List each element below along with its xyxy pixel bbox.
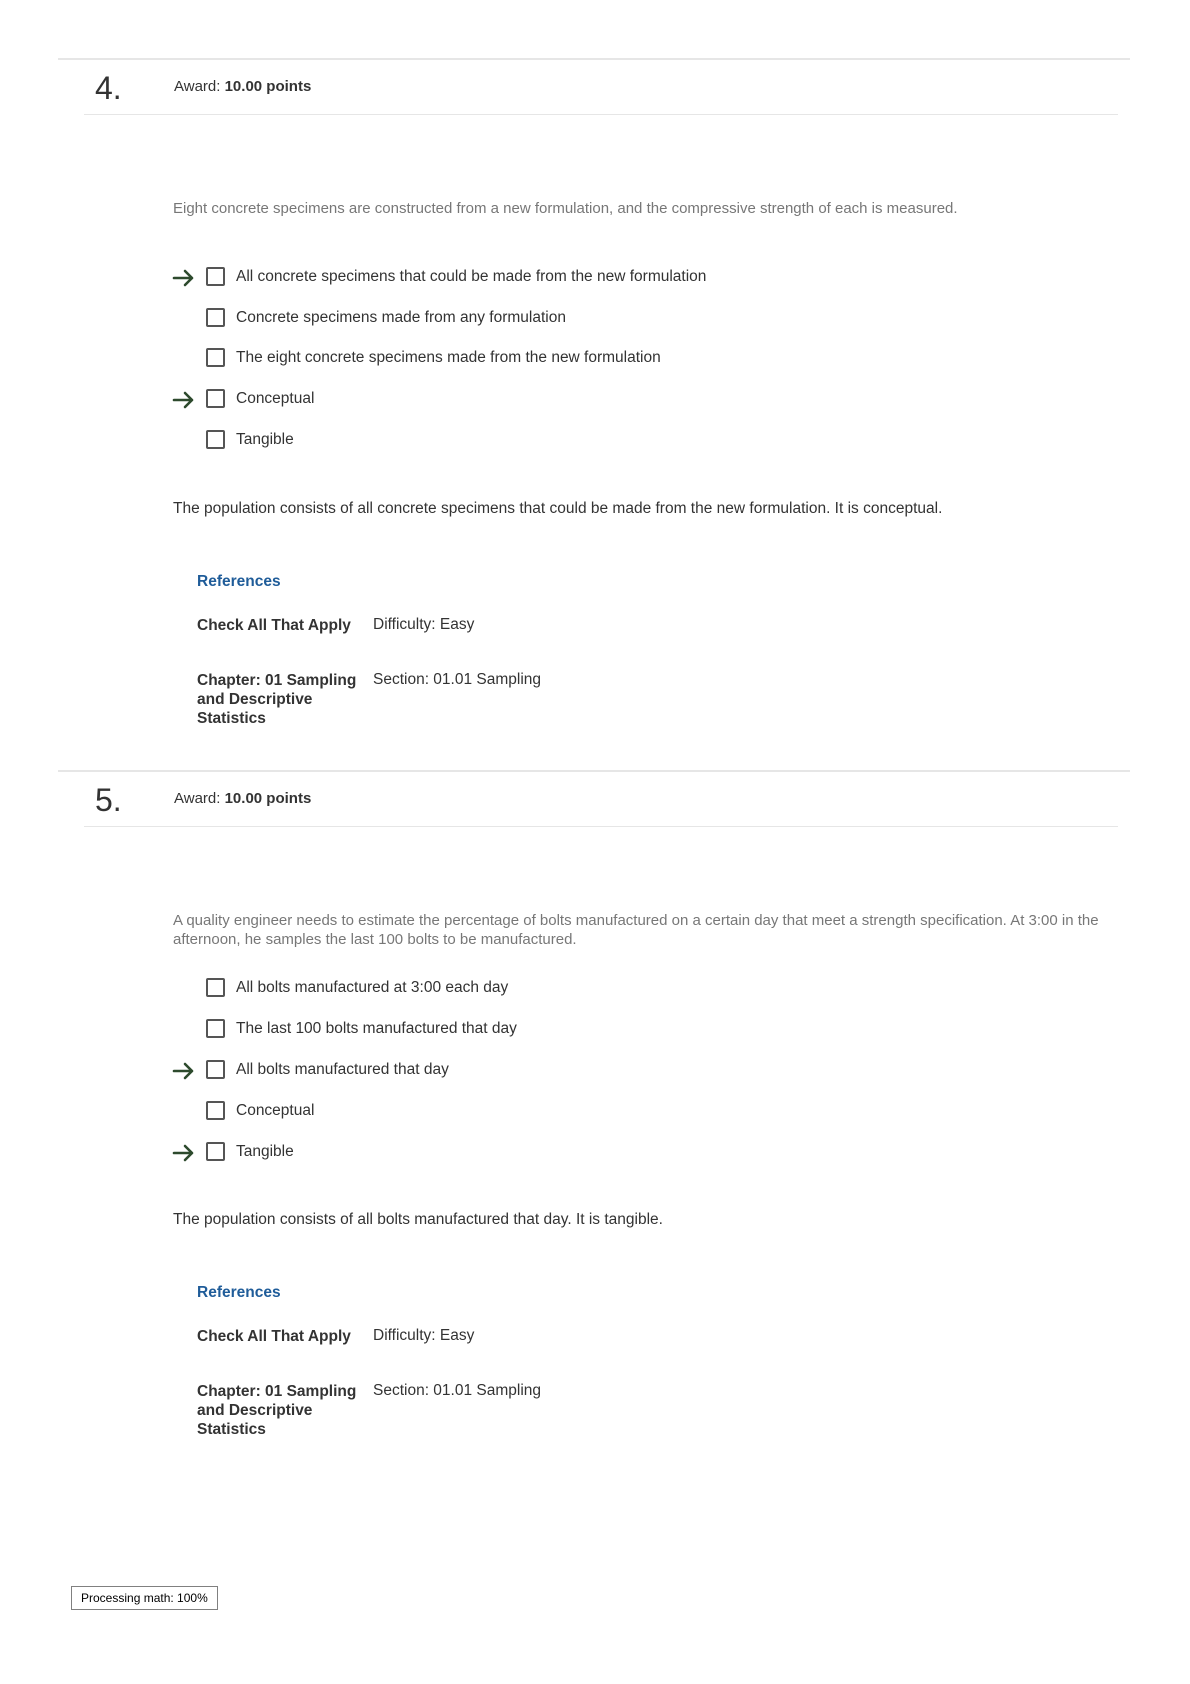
award-prefix: Award: [174, 790, 221, 807]
question-divider [58, 770, 1130, 772]
header-divider [84, 114, 1118, 115]
right-arrow-icon [172, 1143, 196, 1163]
ref-difficulty: Difficulty: Easy [373, 1327, 475, 1344]
option-label: The eight concrete specimens made from the new formulation [236, 349, 661, 366]
checkbox-icon[interactable] [206, 430, 225, 449]
checkbox-icon[interactable] [206, 308, 225, 327]
option-label: All bolts manufactured at 3:00 each day [236, 979, 509, 996]
checkbox-icon[interactable] [206, 1060, 225, 1079]
checkbox-icon[interactable] [206, 267, 225, 286]
question-5 [0, 770, 1190, 1470]
option-label: Tangible [236, 431, 294, 448]
right-arrow-icon [172, 268, 196, 288]
option-label: All bolts manufactured that day [236, 1061, 449, 1078]
question-divider [58, 58, 1130, 60]
checkbox-icon[interactable] [206, 389, 225, 408]
explanation: The population consists of all bolts manufactured that day. It is tangible. [173, 1211, 663, 1228]
question-4 [0, 58, 1190, 773]
references-title[interactable]: References [197, 573, 281, 590]
ref-chapter: Chapter: 01 Sampling and Descriptive Statistics [197, 672, 357, 727]
ref-type: Check All That Apply [197, 1328, 351, 1345]
award [174, 790, 311, 807]
checkbox-icon[interactable] [206, 978, 225, 997]
award-prefix: Award: [174, 78, 221, 95]
checkbox-icon[interactable] [206, 1019, 225, 1038]
question-prompt: A quality engineer needs to estimate the percentage of bolts manufactured on a certain day that meet a strength specification. At 3:00 in the afternoon, he samples the last 100 bolts to be manufactured. [173, 912, 1099, 948]
award-points: 10.00 points [224, 78, 312, 95]
ref-section: Section: 01.01 Sampling [373, 671, 542, 688]
option-label: Conceptual [236, 390, 315, 407]
ref-difficulty: Difficulty: Easy [373, 616, 475, 633]
checkbox-icon[interactable] [206, 1101, 225, 1120]
option-label: Concrete specimens made from any formulation [236, 309, 566, 326]
right-arrow-icon [172, 390, 196, 410]
award [174, 78, 311, 95]
checkbox-icon[interactable] [206, 1142, 225, 1161]
ref-section: Section: 01.01 Sampling [373, 1382, 542, 1399]
ref-chapter: Chapter: 01 Sampling and Descriptive Statistics [197, 1383, 357, 1438]
award-points: 10.00 points [224, 790, 312, 807]
explanation: The population consists of all concrete specimens that could be made from the new formulation. It is conceptual. [173, 500, 943, 517]
checkbox-icon[interactable] [206, 348, 225, 367]
ref-type: Check All That Apply [197, 617, 351, 634]
processing-math-status: Processing math: 100% [71, 1586, 218, 1610]
references-title[interactable]: References [197, 1284, 281, 1301]
question-number: 5. [95, 782, 122, 818]
question-prompt: Eight concrete specimens are constructed from a new formulation, and the compressive strength of each is measured. [173, 200, 958, 217]
question-number: 4. [95, 70, 122, 106]
option-label: All concrete specimens that could be made from the new formulation [236, 268, 707, 285]
header-divider [84, 826, 1118, 827]
option-label: The last 100 bolts manufactured that day [236, 1020, 517, 1037]
option-label: Conceptual [236, 1102, 315, 1119]
option-label: Tangible [236, 1143, 294, 1160]
right-arrow-icon [172, 1061, 196, 1081]
